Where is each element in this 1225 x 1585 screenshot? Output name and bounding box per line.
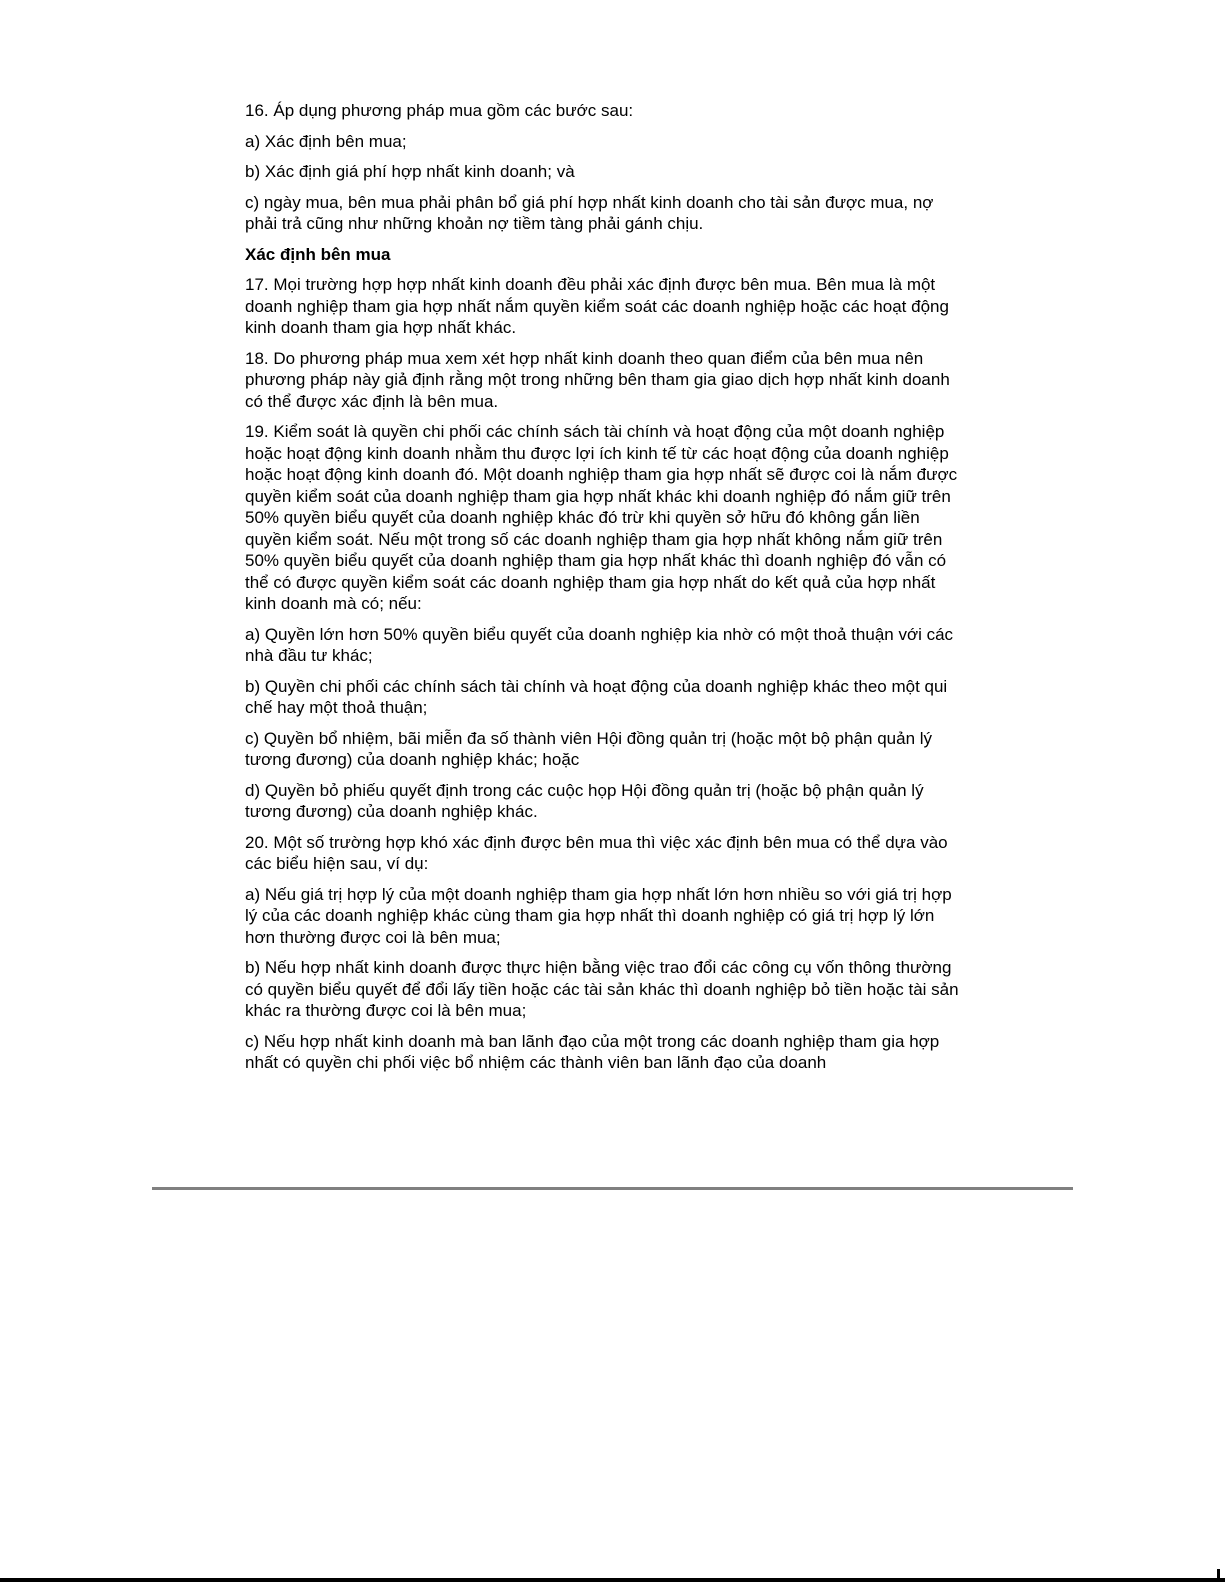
list-item-16a: a) Xác định bên mua; (245, 131, 407, 151)
frame-corner-tick (1217, 1569, 1220, 1581)
section-heading-xac-dinh-ben-mua: Xác định bên mua (245, 244, 391, 264)
paragraph-17: 17. Mọi trường hợp hợp nhất kinh doanh đều phải xác định được bên mua. Bên mua là một doanh nghiệp tham gia hợp nhất nắm quyền kiểm soát các doanh nghiệp hoặc các hoạt động kinh doanh tham gia hợp nhất khác. (245, 275, 949, 337)
list-item-19c: c) Quyền bổ nhiệm, bãi miễn đa số thành viên Hội đồng quản trị (hoặc một bộ phận quản lý tương đương) của doanh nghiệp khác; hoặc (245, 728, 933, 769)
list-item-20c: c) Nếu hợp nhất kinh doanh mà ban lãnh đạo của một trong các doanh nghiệp tham gia hợp nhất có quyền chi phối việc bổ nhiệm các thành viên ban lãnh đạo của doanh (245, 1031, 940, 1072)
paragraph-20: 20. Một số trường hợp khó xác định được bên mua thì việc xác định bên mua có thể dựa vào các biểu hiện sau, ví dụ: (245, 832, 948, 873)
list-item-19a: a) Quyền lớn hơn 50% quyền biểu quyết của doanh nghiệp kia nhờ có một thoả thuận với các nhà đầu tư khác; (245, 624, 954, 665)
frame-bottom-border (0, 1578, 1225, 1582)
list-item-19d: d) Quyền bỏ phiếu quyết định trong các cuộc họp Hội đồng quản trị (hoặc bộ phận quản lý tương đương) của doanh nghiệp khác. (245, 780, 924, 821)
paragraph-16: 16. Áp dụng phương pháp mua gồm các bước sau: (245, 101, 634, 120)
list-item-16c: c) ngày mua, bên mua phải phân bổ giá phí hợp nhất kinh doanh cho tài sản được mua, nợ phải trả cũng như những khoản nợ tiềm tàng phải gánh chịu. (245, 192, 934, 233)
horizontal-rule (152, 1187, 1073, 1190)
paragraph-18: 18. Do phương pháp mua xem xét hợp nhất kinh doanh theo quan điểm của bên mua nên phương pháp này giả định rằng một trong những bên tham gia giao dịch hợp nhất kinh doanh có thể được xác định là bên mua. (245, 348, 950, 411)
document-body (245, 100, 962, 1083)
list-item-16b: b) Xác định giá phí hợp nhất kinh doanh; và (245, 162, 575, 181)
paragraph-19: 19. Kiểm soát là quyền chi phối các chính sách tài chính và hoạt động của một doanh nghiệp hoặc hoạt động kinh doanh nhằm thu được lợi ích kinh tế từ các hoạt động của doanh nghiệp hoặc hoạt động kinh doanh đó. Một doanh nghiệp tham gia hợp nhất sẽ được coi là nắm được quyền kiểm soát của doanh nghiệp tham gia hợp nhất khác khi doanh nghiệp đó nắm giữ trên 50% quyền biểu quyết của doanh nghiệp khác đó trừ khi quyền sở hữu đó không gắn liền quyền kiểm soát. Nếu một trong số các doanh nghiệp tham gia hợp nhất không nắm giữ trên 50% quyền biểu quyết của doanh nghiệp tham gia hợp nhất khác thì doanh nghiệp đó vẫn có thể có được quyền kiểm soát các doanh nghiệp tham gia hợp nhất do kết quả của hợp nhất kinh doanh mà có; nếu: (245, 422, 958, 613)
list-item-20a: a) Nếu giá trị hợp lý của một doanh nghiệp tham gia hợp nhất lớn hơn nhiều so với giá trị hợp lý của các doanh nghiệp khác cùng tham gia hợp nhất thì doanh nghiệp có giá trị hợp lý lớn hơn thường được coi là bên mua; (245, 884, 952, 947)
list-item-20b: b) Nếu hợp nhất kinh doanh được thực hiện bằng việc trao đổi các công cụ vốn thông thường có quyền biểu quyết để đổi lấy tiền hoặc các tài sản khác thì doanh nghiệp bỏ tiền hoặc tài sản khác ra thường được coi là bên mua; (245, 958, 959, 1020)
list-item-19b: b) Quyền chi phối các chính sách tài chính và hoạt động của doanh nghiệp khác theo một qui chế hay một thoả thuận; (245, 676, 948, 717)
